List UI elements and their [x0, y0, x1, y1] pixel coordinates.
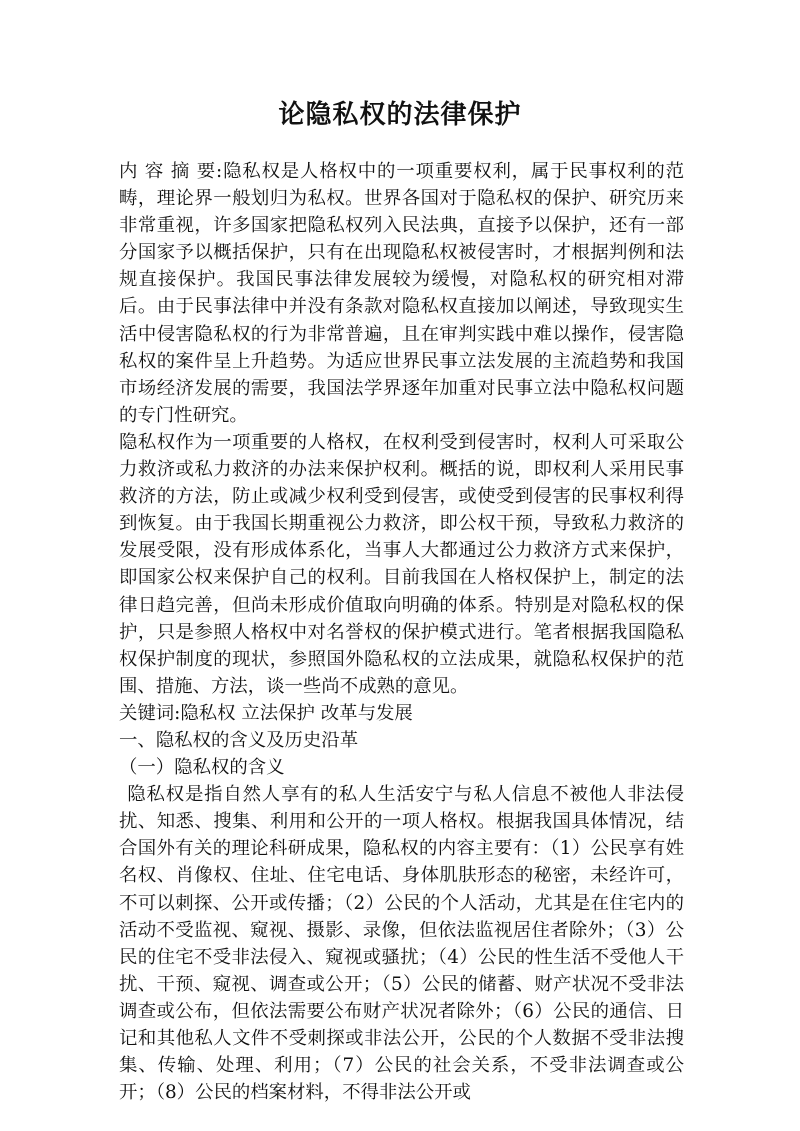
- abstract-paragraph: 内 容 摘 要:隐私权是人格权中的一项重要权利，属于民事权利的范畴，理论界一般划归为私权。世界各国对于隐私权的保护、研究历来非常重视，许多国家把隐私权列入民法典，直接予以保护，还有一部分国家予以概括保护，只有在出现隐私权被侵害时，才根据判例和法规直接保护。我国民事法律发展较为缓慢，对隐私权的研究相对滞后。由于民事法律中并没有条款对隐私权直接加以阐述，导致现实生活中侵害隐私权的行为非常普遍，且在审判实践中难以操作，侵害隐私权的案件呈上升趋势。为适应世界民事立法发展的主流趋势和我国市场经济发展的需要，我国法学界逐年加重对民事立法中隐私权问题的专门性研究。: [119, 161, 684, 426]
- body-paragraph: 隐私权是指自然人享有的私人生活安宁与私人信息不被他人非法侵扰、知悉、搜集、利用和公开的一项人格权。根据我国具体情况，结合国外有关的理论科研成果，隐私权的内容主要有：（1）公民享有姓名权、肖像权、住址、住宅电话、身体肌肤形态的秘密，未经许可，不可以刺探、公开或传播；（2）公民的个人活动，尤其是在住宅内的活动不受监视、窥视、摄影、录像，但依法监视居住者除外；（3）公民的住宅不受非法侵入、窥视或骚扰；（4）公民的性生活不受他人干扰、干预、窥视、调查或公开；（5）公民的储蓄、财产状况不受非法调查或公布，但依法需要公布财产状况者除外；（6）公民的通信、日记和其他私人文件不受刺探或非法公开，公民的个人数据不受非法搜集、传输、处理、利用；（7）公民的社会关系，不受非法调查或公开；（8）公民的档案材料，不得非法公开或: [119, 784, 684, 1104]
- document-body: [119, 158, 684, 1106]
- keywords-line: 关键词:隐私权 立法保护 改革与发展: [119, 702, 413, 724]
- page-title: 论隐私权的法律保护: [278, 100, 522, 130]
- body-paragraph: 隐私权作为一项重要的人格权，在权利受到侵害时，权利人可采取公力救济或私力救济的办法来保护权利。概括的说，即权利人采用民事救济的方法，防止或减少权利受到侵害，或使受到侵害的民事权利得到恢复。由于我国长期重视公力救济，即公权干预，导致私力救济的发展受限，没有形成体系化，当事人大都通过公力救济方式来保护，即国家公权来保护自己的权利。目前我国在人格权保护上，制定的法律日趋完善，但尚未形成价值取向明确的体系。特别是对隐私权的保护，只是参照人格权中对名誉权的保护模式进行。笔者根据我国隐私权保护制度的现状，参照国外隐私权的立法成果，就隐私权保护的范围、措施、方法，谈一些尚不成熟的意见。: [119, 431, 684, 697]
- section-heading: 一、隐私权的含义及历史沿革: [119, 729, 359, 751]
- subsection-heading: （一）隐私权的含义: [119, 757, 285, 779]
